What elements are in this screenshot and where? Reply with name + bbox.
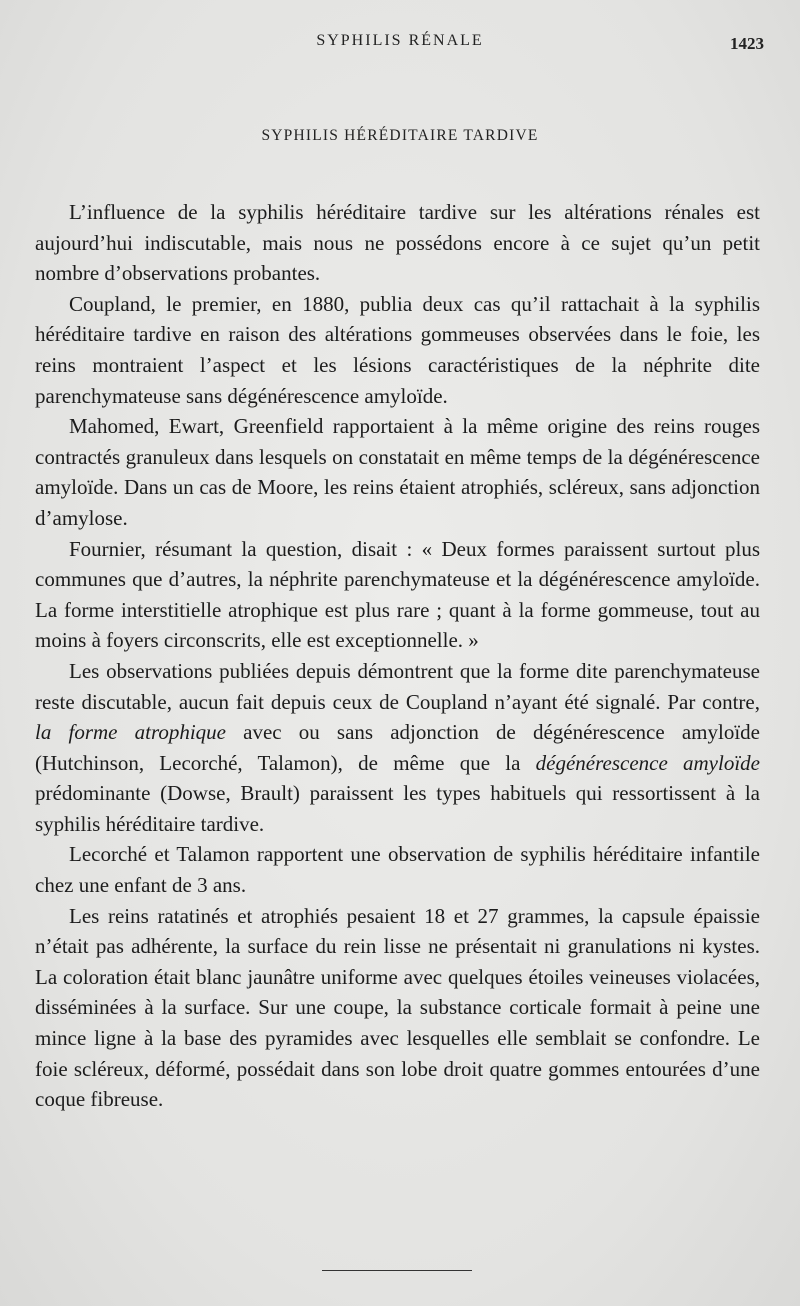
paragraph-3: Mahomed, Ewart, Greenfield rapportaient à la même origine des reins rouges contractés granuleux dans lesquels on constatait en même temps de la dégénérescence amyloïde. Dans un cas de Moore, les reins étaient atrophiés, scléreux, sans adjonction d’amylose. bbox=[35, 414, 760, 530]
end-rule bbox=[322, 1270, 472, 1271]
body-text bbox=[35, 197, 760, 1115]
page-number: 1423 bbox=[730, 34, 764, 53]
paragraph-5-part-1: Les observations publiées depuis démontrent que la forme dite parenchymateuse reste discutable, aucun fait depuis ceux de Coupland n’ayant été signalé. Par contre, bbox=[35, 658, 760, 714]
paragraph-7: Les reins ratatinés et atrophiés pesaient 18 et 27 grammes, la capsule épaissie n’était pas adhérente, la surface du rein lisse ne présentait ni granulations ni kystes. La coloration était blanc jaunâtre uniforme avec quelques étoiles veineuses violacées, disséminées à la surface. Sur une coupe, la substance corticale formait à peine une mince ligne à la base des pyramides avec lesquelles elle semblait se confondre. Le foie scléreux, déformé, possédait dans son lobe droit quatre gommes entourées d’une coque fibreuse. bbox=[35, 903, 760, 1112]
section-title: SYPHILIS HÉRÉDITAIRE TARDIVE bbox=[261, 127, 539, 144]
paragraph-5-part-3: prédominante (Dowse, Brault) paraissent les types habituels qui ressortissent à la syphilis héréditaire tardive. bbox=[35, 781, 760, 836]
running-head: SYPHILIS RÉNALE bbox=[316, 32, 484, 49]
italic-atrophic-form: la forme atrophique bbox=[35, 720, 226, 745]
paragraph-4: Fournier, résumant la question, disait : « Deux formes paraissent surtout plus communes que d’autres, la néphrite parenchymateuse et la dégénérescence amyloïde. La forme interstitielle atrophique est plus rare ; quant à la forme gommeuse, tout au moins à foyers circonscrits, elle est exceptionnelle. » bbox=[35, 536, 760, 653]
paragraph-2: Coupland, le premier, en 1880, publia deux cas qu’il rattachait à la syphilis héréditaire tardive en raison des altérations gommeuses observées dans le foie, les reins montraient l’aspect et les lésions caractéristiques de la néphrite dite parenchymateuse sans dégénérescence amyloïde. bbox=[35, 291, 760, 408]
paragraph-5 bbox=[35, 656, 760, 840]
page-header bbox=[0, 30, 800, 56]
paragraph-5-part-2: avec ou sans adjonction de dégénérescence amyloïde (Hutchinson, Lecorché, Talamon), de même que la bbox=[35, 720, 760, 775]
italic-amyloid-degeneration: dégénérescence amyloïde bbox=[535, 750, 760, 775]
paragraph-1: L’influence de la syphilis héréditaire tardive sur les altérations rénales est aujourd’hui indiscutable, mais nous ne possédons encore à ce sujet qu’un petit nombre d’observations probantes. bbox=[35, 200, 760, 286]
paragraph-6: Lecorché et Talamon rapportent une observation de syphilis héréditaire infantile chez une enfant de 3 ans. bbox=[35, 842, 760, 898]
